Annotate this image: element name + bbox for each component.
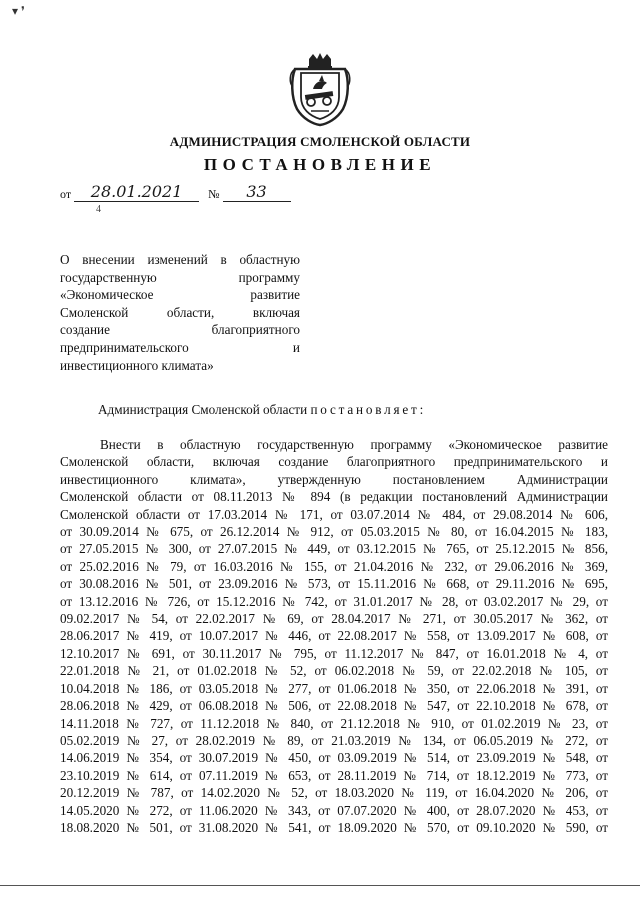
number-label: №	[208, 187, 220, 201]
body-line: 23.10.2019 № 614, от 07.11.2019 № 653, от 28.11.2019 № 714, от 18.12.2019 № 773, от	[60, 767, 608, 783]
date-number-line	[60, 183, 291, 202]
body-line: 09.02.2017 № 54, от 22.02.2017 № 69, от 28.04.2017 № 271, от 30.05.2017 № 362, от	[60, 611, 608, 627]
body-line: Смоленской области от 08.11.2013 № 894 (в редакции постановлений Администрации	[60, 489, 608, 505]
document-type-title: ПОСТАНОВЛЕНИЕ	[203, 155, 437, 174]
decree-statement	[98, 402, 426, 418]
body-line: 12.10.2017 № 691, от 30.11.2017 № 795, от 11.12.2017 № 847, от 16.01.2018 № 4, от	[60, 645, 608, 661]
date-label: от	[60, 187, 72, 201]
body-line: 14.06.2019 № 354, от 30.07.2019 № 450, от 03.09.2019 № 514, от 23.09.2019 № 548, от	[60, 750, 608, 766]
body-line: 22.01.2018 № 21, от 01.02.2018 № 52, от 06.02.2018 № 59, от 22.02.2018 № 105, от	[60, 663, 608, 679]
body-line: от 30.08.2016 № 501, от 23.09.2016 № 573, от 15.11.2016 № 668, от 29.11.2016 № 695,	[60, 576, 608, 592]
document-body	[60, 436, 608, 836]
body-line: от 13.12.2016 № 726, от 15.12.2016 № 742, от 31.01.2017 № 28, от 03.02.2017 № 29, от	[60, 593, 608, 609]
handwritten-mark: 4	[96, 204, 101, 215]
body-line: от 27.05.2015 № 300, от 27.07.2015 № 449, от 03.12.2015 № 765, от 25.12.2015 № 856,	[60, 541, 608, 557]
organization-name: АДМИНИСТРАЦИЯ СМОЛЕНСКОЙ ОБЛАСТИ	[169, 134, 471, 149]
body-line: 28.06.2018 № 429, от 06.08.2018 № 506, от 22.08.2018 № 547, от 22.10.2018 № 678, от	[60, 698, 608, 714]
body-line: от 30.09.2014 № 675, от 26.12.2014 № 912, от 05.03.2015 № 80, от 16.04.2015 № 183,	[60, 524, 608, 540]
body-line: 10.04.2018 № 186, от 03.05.2018 № 277, от 01.06.2018 № 350, от 22.06.2018 № 391, от	[60, 680, 608, 696]
subject-line: О внесении изменений в областную	[60, 252, 300, 267]
body-line: от 25.02.2016 № 79, от 16.03.2016 № 155, от 21.04.2016 № 232, от 29.06.2016 № 369,	[60, 558, 608, 574]
body-line: Смоленской области, включая создание благоприятного предпринимательского и	[60, 454, 608, 470]
decree-prefix: Администрация Смоленской области	[98, 402, 308, 417]
document-date: 28.01.2021	[74, 183, 199, 202]
subject-line: инвестиционного климата»	[60, 357, 214, 373]
body-line: Внести в областную государственную программу «Экономическое развитие	[100, 437, 608, 452]
subject-line: предпринимательского и	[60, 339, 300, 355]
body-line: 05.02.2019 № 27, от 28.02.2019 № 89, от 21.03.2019 № 134, от 06.05.2019 № 272, от	[60, 732, 608, 748]
subject-line: Смоленской области, включая	[60, 304, 300, 320]
body-line: 18.08.2020 № 501, от 31.08.2020 № 541, от 18.09.2020 № 570, от 09.10.2020 № 590, от	[60, 819, 608, 835]
body-line: 28.06.2017 № 419, от 10.07.2017 № 446, от 22.08.2017 № 558, от 13.09.2017 № 608, от	[60, 628, 608, 644]
document-subject	[60, 251, 300, 374]
body-line: Смоленской области от 17.03.2014 № 171, от 03.07.2014 № 484, от 29.08.2014 № 606,	[60, 506, 608, 522]
coat-of-arms-emblem	[289, 53, 351, 127]
body-line: 14.11.2018 № 727, от 11.12.2018 № 840, от 21.12.2018 № 910, от 01.02.2019 № 23, от	[60, 715, 608, 731]
subject-line: создание благоприятного	[60, 322, 300, 338]
body-line: 14.05.2020 № 272, от 11.06.2020 № 343, от 07.07.2020 № 400, от 28.07.2020 № 453, от	[60, 802, 608, 818]
scan-mark: ▾ ❜	[12, 4, 25, 18]
body-line: 20.12.2019 № 787, от 14.02.2020 № 52, от 18.03.2020 № 119, от 16.04.2020 № 206, от	[60, 785, 608, 801]
scan-edge-line	[0, 885, 640, 886]
decree-verb: постановляет:	[310, 402, 427, 417]
document-number: 33	[223, 183, 291, 202]
subject-line: государственную программу	[60, 269, 300, 285]
body-line: инвестиционного климата», утвержденную постановлением Администрации	[60, 471, 608, 487]
subject-line: «Экономическое развитие	[60, 287, 300, 303]
